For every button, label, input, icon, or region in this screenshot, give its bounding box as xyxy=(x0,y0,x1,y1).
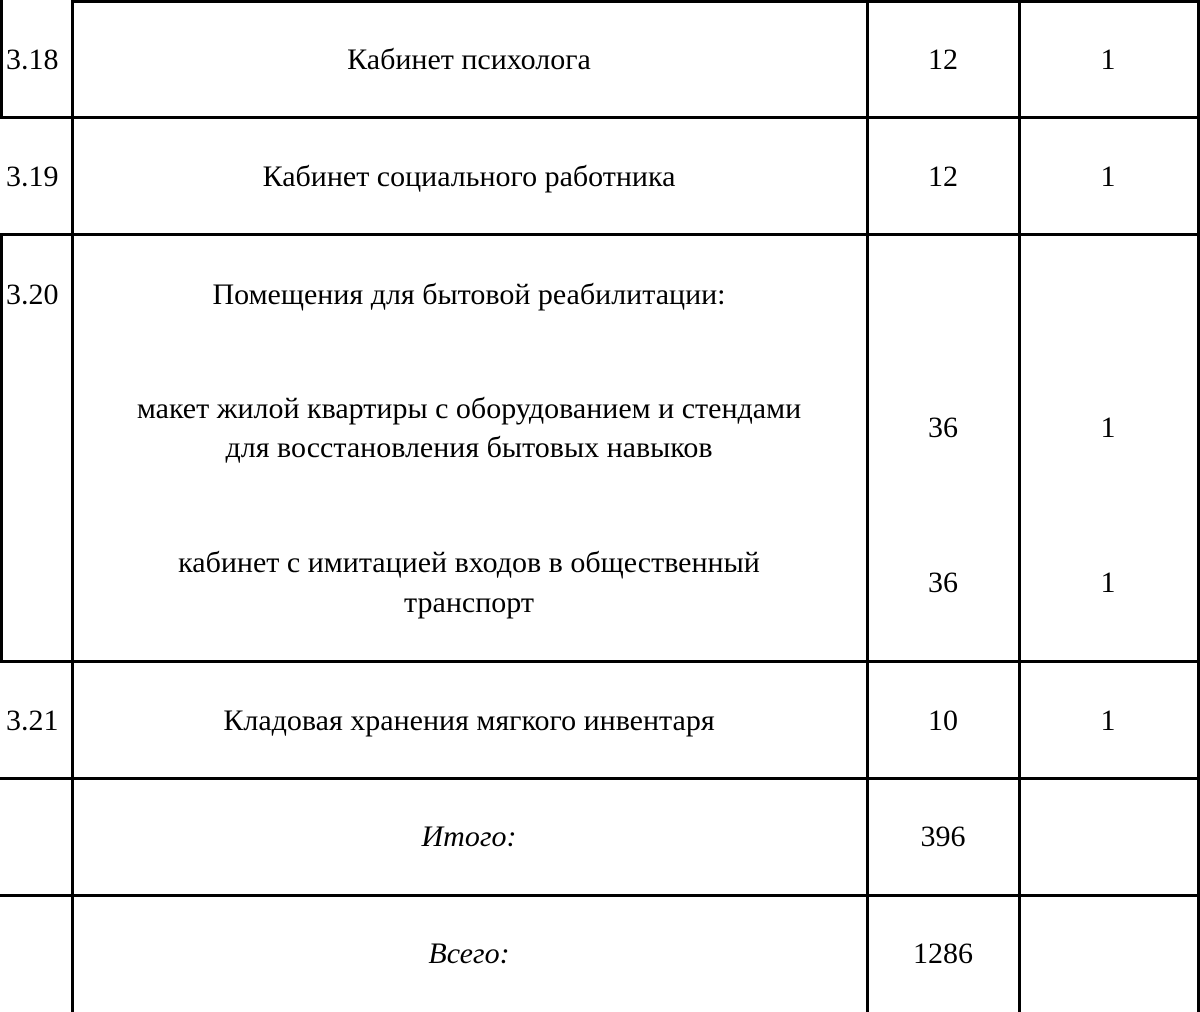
subtotal-label: Итого: xyxy=(421,820,517,853)
subtotal-value: 396 xyxy=(920,820,966,853)
table-border-top xyxy=(71,0,1200,3)
row-divider xyxy=(0,894,1200,897)
room-count: 1 xyxy=(1100,160,1116,193)
total-label: Всего: xyxy=(428,937,510,970)
room-name: Кабинет психолога xyxy=(347,43,591,76)
total-value: 1286 xyxy=(913,937,973,970)
room-area: 12 xyxy=(928,43,958,76)
room-name: Кладовая хранения мягкого инвентаря xyxy=(223,704,715,737)
row-number: 3.21 xyxy=(6,704,59,737)
subitem-area: 36 xyxy=(928,566,958,599)
room-count: 1 xyxy=(1100,704,1116,737)
table-border-left xyxy=(0,234,3,661)
row-number: 3.18 xyxy=(6,43,59,76)
subitem-area: 36 xyxy=(928,411,958,444)
subitem-name-line: для восстановления бытовых навыков xyxy=(225,431,713,464)
row-number: 3.19 xyxy=(6,160,59,193)
subitem-count: 1 xyxy=(1100,411,1116,444)
column-divider xyxy=(71,0,74,1012)
subitem-name-line: транспорт xyxy=(404,586,534,619)
subitem-name-line: макет жилой квартиры с оборудованием и стендами xyxy=(136,392,802,425)
row-divider xyxy=(0,660,1200,663)
room-area: 12 xyxy=(928,160,958,193)
row-divider xyxy=(0,233,1200,236)
room-group-name: Помещения для бытовой реабилитации: xyxy=(212,278,726,311)
row-divider xyxy=(0,777,1200,780)
column-divider xyxy=(1018,0,1021,1012)
room-area: 10 xyxy=(928,704,958,737)
row-number: 3.20 xyxy=(6,278,59,311)
column-divider xyxy=(866,0,869,1012)
row-divider xyxy=(0,116,1200,119)
room-name: Кабинет социального работника xyxy=(262,160,676,193)
subitem-name-line: кабинет с имитацией входов в общественный xyxy=(178,546,760,579)
room-count: 1 xyxy=(1100,43,1116,76)
table-border-left xyxy=(0,0,3,117)
subitem-count: 1 xyxy=(1100,566,1116,599)
